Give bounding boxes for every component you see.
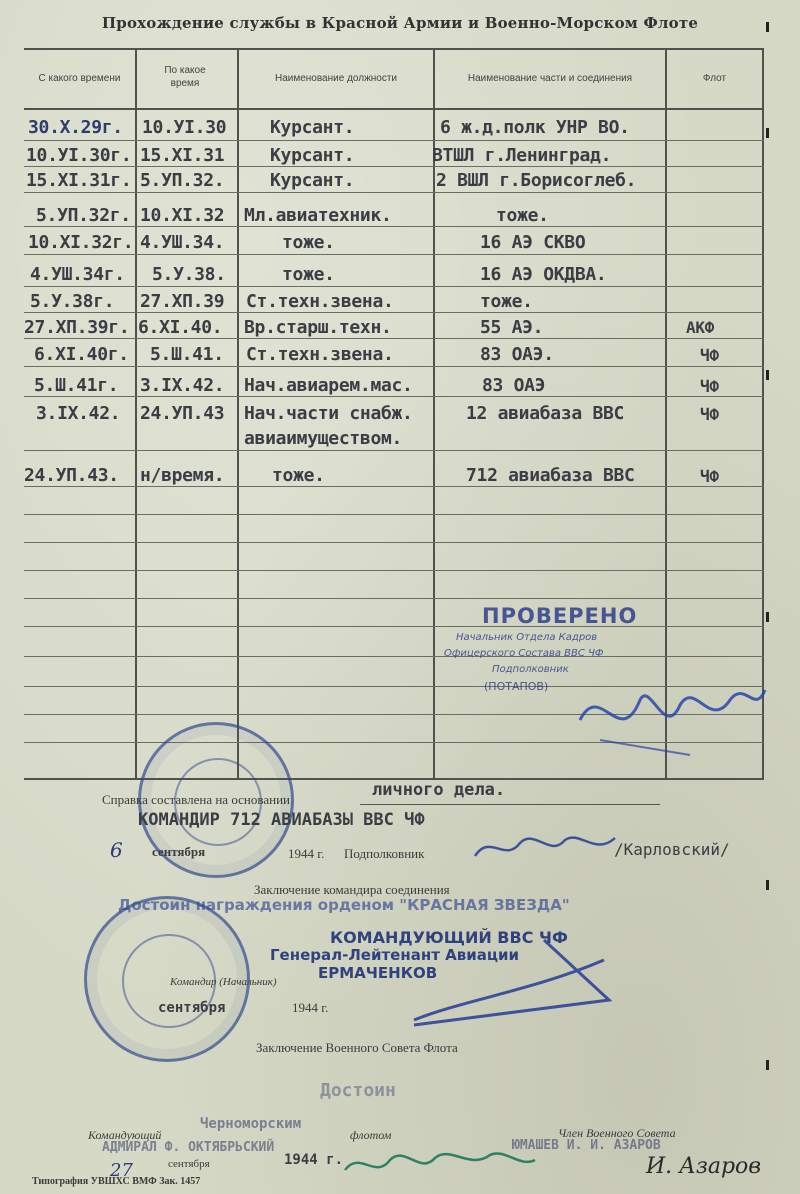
signature-ermachenkov — [404, 930, 644, 1030]
row-5-unit: 16 АЭ СКВО — [480, 232, 586, 253]
row-4-position: Мл.авиатехник. — [244, 205, 392, 226]
signature-azarov: И. Азаров — [646, 1154, 762, 1179]
row-10-fleet: ЧФ — [700, 377, 719, 396]
row-1-position: Курсант. — [270, 117, 355, 138]
row-rule — [24, 192, 764, 193]
row-6-unit: 16 АЭ ОКДВА. — [480, 264, 607, 285]
binding-mark — [766, 880, 769, 890]
binding-mark — [766, 22, 769, 32]
row-12-from: 24.УП.43. — [24, 465, 119, 486]
signature-verification — [570, 660, 770, 770]
row-3-unit: 2 ВШЛ г.Борисоглеб. — [436, 170, 637, 191]
column-header-unit: Наименование части и соединения — [467, 73, 633, 84]
column-header-to: По какое время — [164, 65, 206, 89]
signature-oktyabrsky — [340, 1140, 540, 1190]
row-10-from: 5.Ш.41г. — [34, 375, 119, 396]
row-10-to: 3.IX.42. — [140, 375, 225, 396]
row-11-from: 3.IX.42. — [36, 403, 121, 424]
row-4-from: 5.УП.32г. — [36, 205, 131, 226]
date-year: 1944 г. — [288, 846, 325, 861]
row-11-fleet: ЧФ — [700, 405, 719, 424]
conclusion-text: Достоин награждения орденом "КРАСНАЯ ЗВЕЗДА" — [118, 896, 570, 914]
binding-mark — [766, 370, 769, 380]
row-2-unit: ВТШЛ г.Ленинград. — [432, 145, 612, 166]
fleet-word: флотом — [350, 1128, 392, 1142]
commander-label: Командир (Начальник) — [170, 976, 277, 988]
conclusion-header: Заключение командира соединения — [254, 882, 450, 897]
row-rule — [24, 598, 764, 599]
verified-stamp-line: Подполковник — [492, 664, 569, 675]
row-11-unit: 12 авиабаза ВВС — [466, 403, 625, 424]
row-7-from: 5.У.38г. — [30, 291, 115, 312]
council-header: Заключение Военного Совета Флота — [256, 1040, 458, 1055]
row-8-fleet: АКФ — [686, 318, 714, 337]
row-10-position: Нач.авиарем.мас. — [244, 375, 413, 396]
row-rule — [24, 338, 764, 339]
row-6-position: тоже. — [282, 264, 335, 285]
bottom-year: 1944 г. — [284, 1152, 344, 1168]
row-rule — [24, 450, 764, 451]
binding-mark — [766, 612, 769, 622]
row-3-position: Курсант. — [270, 170, 355, 191]
row-rule — [24, 626, 764, 627]
row-3-from: 15.XI.31г. — [26, 170, 132, 191]
row-rule — [24, 140, 764, 141]
commander-stamp-line: ЕРМАЧЕНКОВ — [318, 964, 438, 982]
verified-stamp-title: ПРОВЕРЕНО — [482, 604, 638, 628]
row-8-to: 6.XI.40. — [138, 317, 223, 338]
date2-month: сентября — [158, 1000, 226, 1016]
row-7-position: Ст.техн.звена. — [246, 291, 394, 312]
row-9-fleet: ЧФ — [700, 346, 719, 365]
column-divider — [237, 48, 239, 780]
row-2-position: Курсант. — [270, 145, 355, 166]
row-rule — [24, 166, 764, 167]
council-member-label: Член Военного Совета — [558, 1126, 676, 1140]
commander-stamp-line: Генерал-Лейтенант Авиации — [270, 946, 519, 964]
verified-stamp-line: (ПОТАПОВ) — [484, 680, 549, 693]
date-day: 6 — [110, 838, 123, 862]
row-8-from: 27.ХП.39г. — [24, 317, 130, 338]
binding-mark — [766, 128, 769, 138]
row-rule — [24, 312, 764, 313]
council-member-name: ЮМАШЕВ И. И. АЗАРОВ — [512, 1138, 661, 1153]
bottom-date-day: 27 — [110, 1160, 133, 1181]
row-11-position: Нач.части снабж. — [244, 403, 413, 424]
row-11-position-continued: авиаимуществом. — [244, 428, 403, 449]
row-12-fleet: ЧФ — [700, 467, 719, 486]
row-6-to: 5.У.38. — [152, 264, 226, 285]
printer-imprint: Типография УВШХС ВМФ Зак. 1457 — [32, 1176, 201, 1187]
row-12-to: н/время. — [140, 465, 225, 486]
row-9-position: Ст.техн.звена. — [246, 344, 394, 365]
row-rule — [24, 396, 764, 397]
row-1-from: 30.X.29г. — [28, 117, 123, 138]
fleet-name: Черноморским — [200, 1116, 302, 1132]
row-8-position: Вр.старш.техн. — [244, 317, 392, 338]
signature-commander — [470, 828, 620, 868]
row-rule — [24, 486, 764, 487]
row-9-from: 6.XI.40г. — [34, 344, 129, 365]
date-month: сентября — [152, 844, 206, 859]
row-rule — [24, 286, 764, 287]
row-2-to: 15.XI.31 — [140, 145, 225, 166]
row-rule — [24, 656, 764, 657]
row-5-position: тоже. — [282, 232, 335, 253]
page-title: Прохождение службы в Красной Армии и Военно-Морском Флоте — [101, 14, 699, 32]
basis-label: Справка составлена на основании — [102, 792, 290, 807]
binding-mark — [766, 1060, 769, 1070]
row-12-position: тоже. — [272, 465, 325, 486]
row-1-to: 10.УI.30 — [142, 117, 227, 138]
row-rule — [24, 254, 764, 255]
commander-stamp-line: КОМАНДУЮЩИЙ ВВС ЧФ — [330, 928, 568, 947]
basis-underline — [360, 804, 660, 805]
column-header-position: Наименование должности — [274, 73, 398, 84]
row-1-unit: 6 ж.д.полк УНР ВО. — [440, 117, 630, 138]
commander-fleet-label: Командующий — [88, 1128, 162, 1142]
row-7-unit: тоже. — [480, 291, 533, 312]
row-11-to: 24.УП.43 — [140, 403, 225, 424]
row-2-from: 10.УI.30г. — [26, 145, 132, 166]
row-rule — [24, 226, 764, 227]
row-4-to: 10.XI.32 — [140, 205, 225, 226]
row-12-unit: 712 авиабаза ВВС — [466, 465, 635, 486]
row-6-from: 4.УШ.34г. — [30, 264, 125, 285]
commander-stamp: КОМАНДИР 712 АВИАБАЗЫ ВВС ЧФ — [138, 810, 425, 830]
row-5-from: 10.XI.32г. — [28, 232, 134, 253]
column-header-fleet: Флот — [702, 73, 727, 84]
row-9-to: 5.Ш.41. — [150, 344, 224, 365]
row-rule — [24, 366, 764, 367]
row-8-unit: 55 АЭ. — [480, 317, 544, 338]
row-5-to: 4.УШ.34. — [140, 232, 225, 253]
row-7-to: 27.ХП.39 — [140, 291, 225, 312]
council-text: Достоин — [320, 1080, 396, 1101]
date2-year: 1944 г. — [292, 1000, 329, 1015]
row-4-unit: тоже. — [496, 205, 549, 226]
bottom-date-month: сентября — [168, 1158, 210, 1170]
column-divider — [135, 48, 137, 780]
row-rule — [24, 514, 764, 515]
row-rule — [24, 570, 764, 571]
row-9-unit: 83 ОАЭ. — [480, 344, 554, 365]
signer-rank: Подполковник — [344, 846, 425, 861]
admiral-name: АДМИРАЛ Ф. ОКТЯБРЬСКИЙ — [102, 1140, 275, 1155]
verified-stamp-line: Начальник Отдела Кадров — [456, 632, 598, 643]
row-10-unit: 83 ОАЭ — [482, 375, 546, 396]
row-rule — [24, 542, 764, 543]
verified-stamp-line: Офицерского Состава ВВС ЧФ — [444, 648, 604, 659]
column-header-from: С какого времени — [38, 73, 121, 84]
signer-name: /Карловский/ — [614, 840, 730, 859]
basis-value: личного дела. — [372, 780, 506, 800]
row-3-to: 5.УП.32. — [140, 170, 225, 191]
